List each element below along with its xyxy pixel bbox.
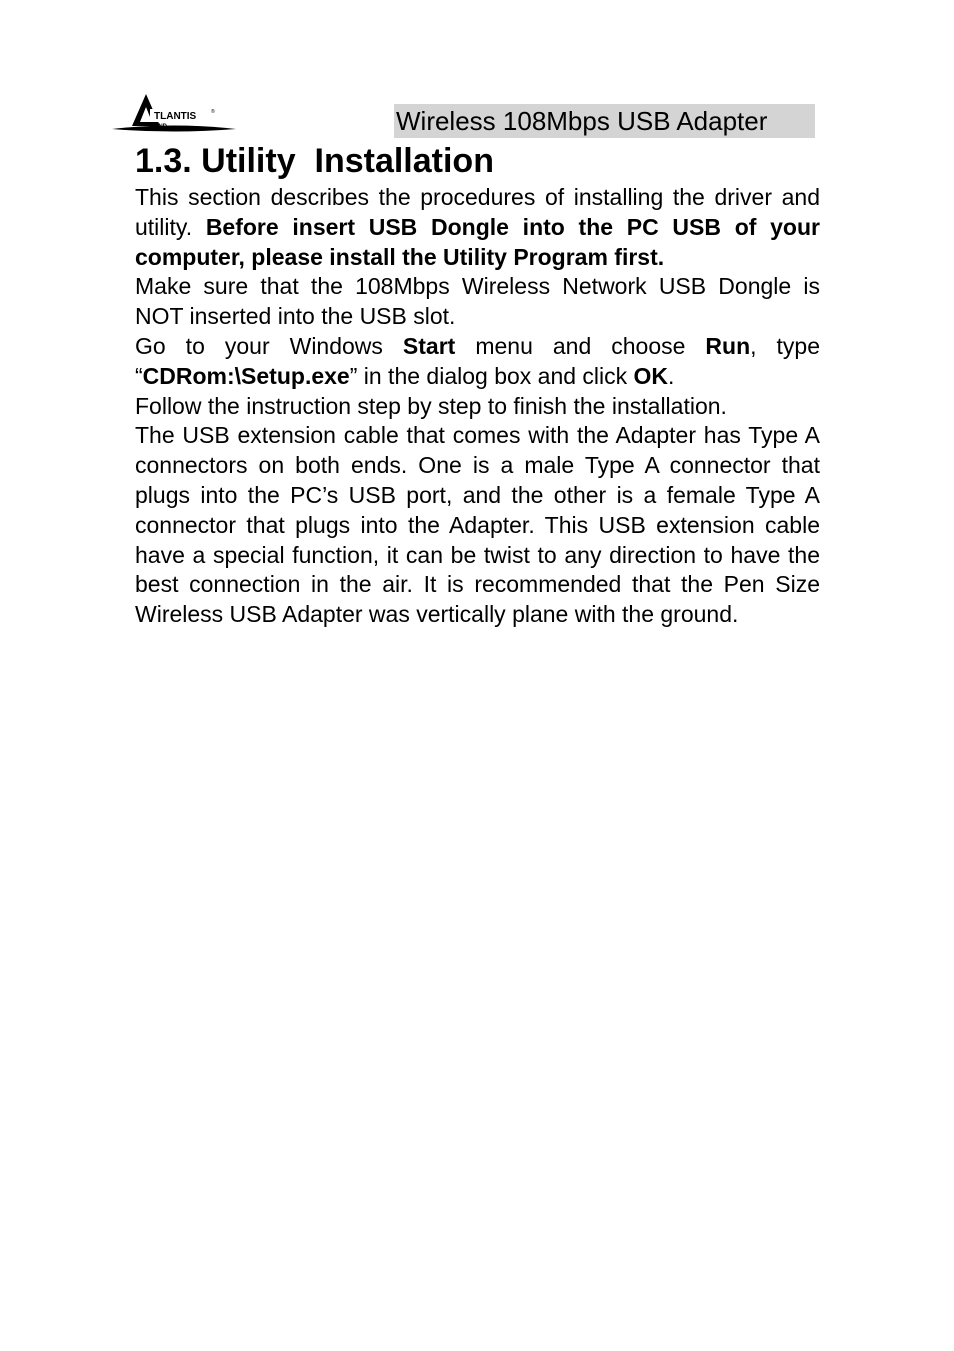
section-heading: 1.3. Utility Installation bbox=[135, 142, 494, 180]
intro-paragraph bbox=[135, 183, 820, 272]
start-menu-term: Start bbox=[402, 332, 456, 359]
svg-text:®: ® bbox=[211, 109, 215, 115]
run-text-4: ” in the dialog box and click bbox=[349, 362, 634, 389]
run-text-5: . bbox=[668, 362, 675, 389]
section-content bbox=[135, 139, 820, 630]
run-text-1: Go to your Windows bbox=[135, 332, 403, 359]
header-title: Wireless 108Mbps USB Adapter bbox=[394, 104, 815, 138]
run-setup-paragraph bbox=[135, 332, 820, 392]
logo-graphic bbox=[110, 92, 238, 138]
usb-cable-paragraph: The USB extension cable that comes with the Adapter has Type A connectors on both ends. One is a male Type A connector that plugs into the PC’s USB port, and the other is a female Type A connector that plugs into the Adapter. This USB extension cable have a special function, it can be twist to any direction to have the best connection in the air. It is recommended that the Pen Size Wireless USB Adapter was vertically plane with the ground. bbox=[135, 422, 820, 628]
setup-path-term: CDRom:\Setup.exe bbox=[142, 362, 350, 389]
atlantis-land-logo bbox=[110, 92, 238, 138]
dongle-note-paragraph: Make sure that the 108Mbps Wireless Network USB Dongle is NOT inserted into the USB slot. bbox=[135, 273, 820, 330]
logo-lettering: TLANTIS bbox=[154, 111, 197, 122]
run-text-2: menu and choose bbox=[455, 332, 706, 359]
intro-text: This section describes the procedures of installing the driver and utility. bbox=[135, 184, 820, 240]
follow-instructions-paragraph: Follow the instruction step by step to finish the installation. bbox=[135, 392, 727, 419]
ok-term: OK bbox=[633, 362, 669, 389]
run-term: Run bbox=[705, 332, 751, 359]
intro-warning: Before insert USB Dongle into the PC USB of your computer, please install the Utility Program first. bbox=[135, 213, 820, 270]
svg-text:AND: AND bbox=[154, 124, 167, 130]
run-text-3: , type “ bbox=[135, 332, 821, 389]
